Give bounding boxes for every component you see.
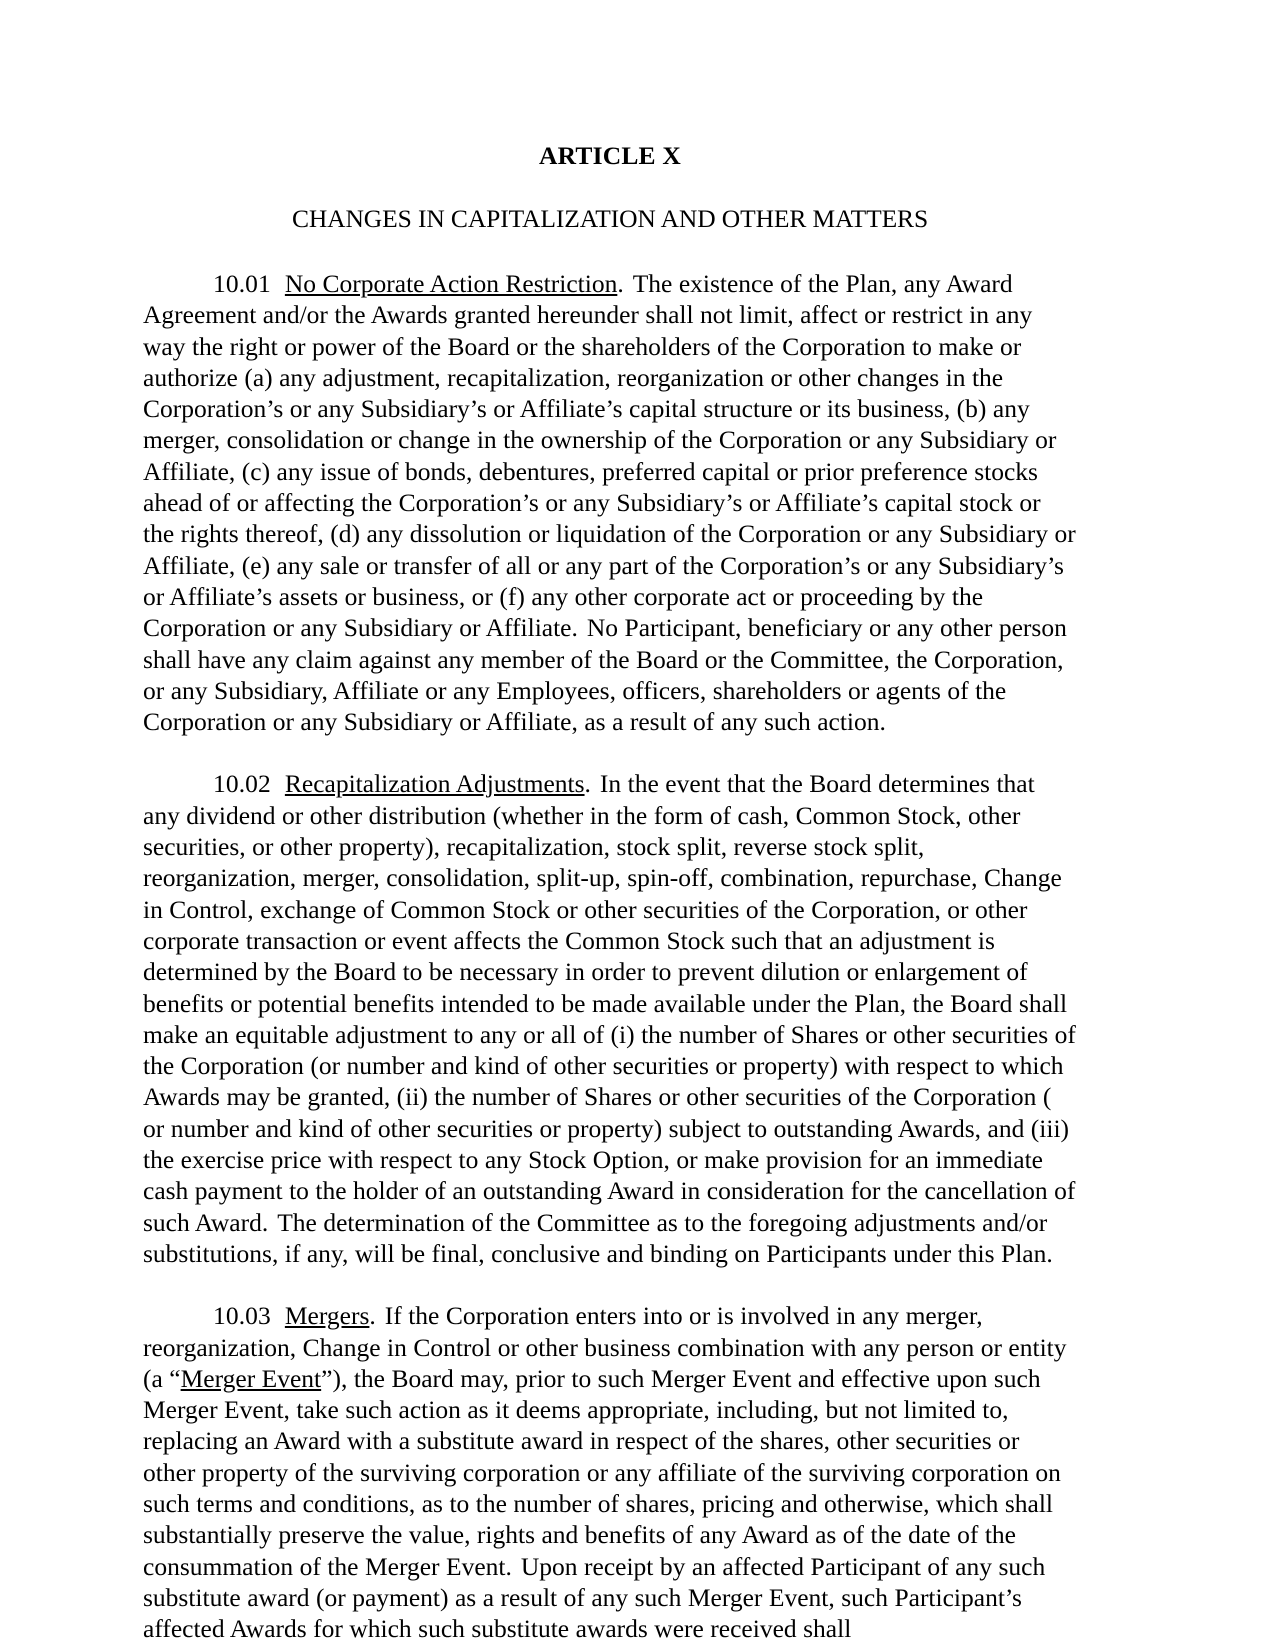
defined-term-merger-event: Merger Event (180, 1363, 322, 1393)
section-heading-punct: . (369, 1301, 376, 1331)
section-body-final: Upon receipt by an affected Participant of any such substitute award (or payment) as a result of any such Merger Event, such Participant’s affected Awards for which such substitute awards were received shall (143, 1551, 1046, 1644)
section-10-03 (143, 1300, 1077, 1644)
section-number: 10.01 (213, 269, 271, 298)
section-heading: Mergers (284, 1301, 370, 1331)
article-title: ARTICLE X (539, 141, 681, 170)
section-number: 10.03 (213, 1301, 271, 1331)
section-body: The existence of the Plan, any Award Agreement and/or the Awards granted hereunder shall not limit, affect or restrict in any way the right or power of the Board or the shareholders of the Corporation to make or authorize (a) any adjustment, recapitalization, reorganization or other changes in the Corporation’s or any Subsidiary’s or Affiliate’s capital structure or its business, (b) any merger, consolidation or change in the ownership of the Corporation or any Subsidiary or Affiliate, (c) any issue of bonds, debentures, preferred capital or prior preference stocks ahead of or affecting the Corporation’s or any Subsidiary’s or Affiliate’s capital stock or the rights thereof, (d) any dissolution or liquidation of the Corporation or any Subsidiary or Affiliate, (e) any sale or transfer of all or any part of the Corporation’s or any Subsidiary’s or Affiliate’s assets or business, or (f) any other corporate act or proceeding by the Corporation or any Subsidiary or Affiliate. (143, 269, 1076, 643)
article-subtitle: CHANGES IN CAPITALIZATION AND OTHER MATTERS (291, 204, 929, 233)
page-content (143, 140, 1077, 1644)
section-heading-punct: . (584, 769, 591, 799)
section-heading: Recapitalization Adjustments (284, 769, 585, 799)
section-heading: No Corporate Action Restriction (284, 269, 618, 298)
section-body-continued: The determination of the Committee as to the foregoing adjustments and/or substitutions, if any, will be final, conclusive and binding on Participants under this Plan. (143, 1207, 1053, 1268)
section-body: If the Corporation enters into or is involved in any merger, reorganization, Change in Control or other business combination with any person or entity (a “ (143, 1301, 1067, 1393)
section-body-continued: ”), the Board may, prior to such Merger Event and effective upon such Merger Event, take such action as it deems appropriate, including, but not limited to, replacing an Award with a substitute award in respect of the shares, other securities or other property of the surviving corporation or any affiliate of the surviving corporation on such terms and conditions, as to the number of shares, pricing and otherwise, which shall substantially preserve the value, rights and benefits of any Award as of the date of the consummation of the Merger Event. (143, 1363, 1061, 1581)
section-number: 10.02 (213, 769, 271, 799)
section-10-01 (143, 268, 1077, 737)
section-body-continued: No Participant, beneficiary or any other person shall have any claim against any member of the Board or the Committee, the Corporation, or any Subsidiary, Affiliate or any Employees, officers, shareholders or agents of the Corporation or any Subsidiary or Affiliate, as a result of any such action. (143, 613, 1067, 737)
section-body: In the event that the Board determines that any dividend or other distribution (whether in the form of cash, Common Stock, other securities, or other property), recapitalization, stock split, reverse stock split, reorganization, merger, consolidation, split-up, spin-off, combination, repurchase, Change in Control, exchange of Common Stock or other securities of the Corporation, or other corporate transaction or event affects the Common Stock such that an adjustment is determined by the Board to be necessary in order to prevent dilution or enlargement of benefits or potential benefits intended to be made available under the Plan, the Board shall make an equitable adjustment to any or all of (i) the number of Shares or other securities of the Corporation (or number and kind of other securities or property) with respect to which Awards may be granted, (ii) the number of Shares or other securities of the Corporation ( or number and kind of other securities or property) subject to outstanding Awards, and (iii) the exercise price with respect to any Stock Option, or make provision for an immediate cash payment to the holder of an outstanding Award in consideration for the cancellation of such Award. (143, 769, 1076, 1237)
section-10-02 (143, 768, 1077, 1269)
section-heading-punct: . (617, 269, 624, 298)
